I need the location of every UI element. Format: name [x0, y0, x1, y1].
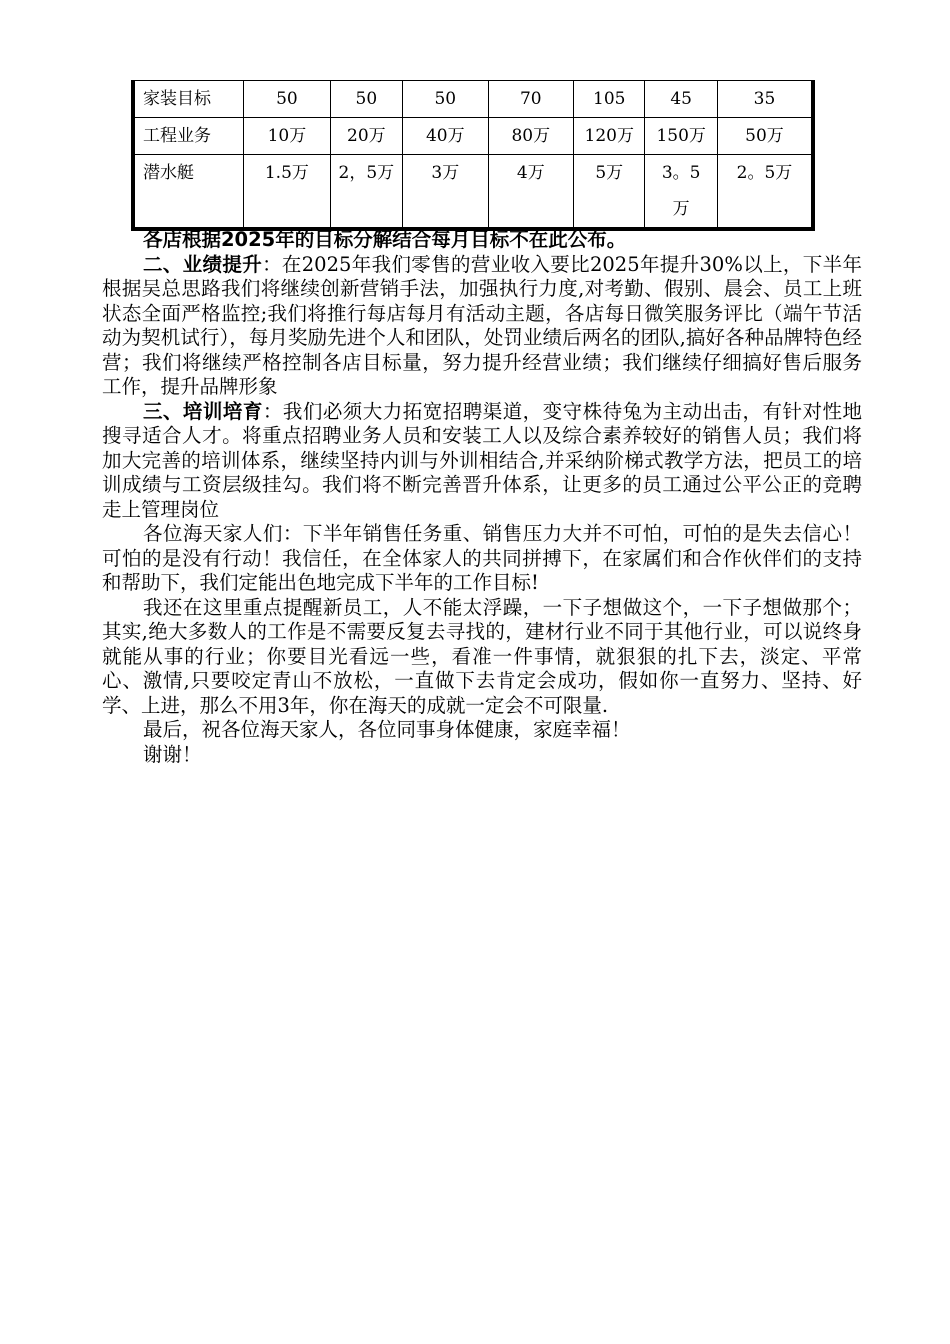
row-label: 家装目标	[133, 81, 244, 118]
table-cell: 3万	[403, 155, 489, 230]
table-cell: 80万	[488, 118, 574, 155]
table-cell: 70	[488, 81, 574, 118]
targets-table	[131, 80, 815, 231]
paragraph-text: ：我们必须大力拓宽招聘渠道，变守株待兔为主动出击，有针对性地搜寻适合人才。将重点招聘业务人员和安装工人以及综合素养较好的销售人员；我们将加大完善的培训体系，继续坚持内训与外训相结合,并采纳阶梯式教学方法，把员工的培训成绩与工资层级挂勾。我们将不断完善晋升体系，让更多的员工通过公平公正的竞聘走上管理岗位	[102, 399, 862, 521]
table-cell: 105	[574, 81, 645, 118]
section-heading: 二、业绩提升	[142, 252, 263, 276]
table-cell: 35	[717, 81, 813, 118]
document-body	[102, 228, 862, 767]
family-paragraph: 各位海天家人们：下半年销售任务重、销售压力大并不可怕，可怕的是失去信心！可怕的是没有行动！我信任，在全体家人的共同拼搏下，在家属们和合作伙伴们的支持和帮助下，我们定能出色地完成下半年的工作目标!	[102, 522, 862, 594]
thanks-paragraph: 谢谢！	[142, 742, 202, 766]
target-note-paragraph: 各店根据2025年的目标分解结合每月目标不在此公布。	[142, 228, 627, 251]
table-cell: 120万	[574, 118, 645, 155]
table-cell: 50	[244, 81, 331, 118]
table-cell: 50	[330, 81, 402, 118]
table-cell: 50万	[717, 118, 813, 155]
table-cell: 2。5万	[717, 155, 813, 230]
new-staff-paragraph: 我还在这里重点提醒新员工，人不能太浮躁，一下子想做这个，一下子想做那个；其实,绝大多数人的工作是不需要反复去寻找的，建材行业不同于其他行业，可以说终身就能从事的行业；你要目光看远一些，看准一件事情，就狠狠的扎下去，淡定、平常心、激情,只要咬定青山不放松，一直做下去肯定会成功，假如你一直努力、坚持、好学、上进，那么不用3年，你在海天的成就一定会不可限量.	[102, 595, 862, 717]
table-cell: 45	[645, 81, 717, 118]
table-cell: 20万	[330, 118, 402, 155]
row-label: 潜水艇	[133, 155, 244, 230]
table-cell: 5万	[574, 155, 645, 230]
performance-paragraph	[102, 253, 862, 400]
table-cell: 2，5万	[330, 155, 402, 230]
closing-paragraph: 最后，祝各位海天家人，各位同事身体健康，家庭幸福！	[142, 718, 631, 741]
table-cell: 1.5万	[244, 155, 331, 230]
row-label: 工程业务	[133, 118, 244, 155]
targets-table-wrapper	[131, 80, 815, 231]
table-cell: 10万	[244, 118, 331, 155]
table-cell: 40万	[403, 118, 489, 155]
table-cell: 50	[403, 81, 489, 118]
table-row	[133, 155, 813, 230]
table-cell: 4万	[488, 155, 574, 230]
table-row	[133, 118, 813, 155]
table-cell	[645, 155, 717, 230]
paragraph-text: ：在2025年我们零售的营业收入要比2025年提升30%以上，下半年根据吴总思路我们将继续创新营销手法，加强执行力度,对考勤、假别、晨会、员工上班状态全面严格监控;我们将推行每店每月有活动主题，各店每日微笑服务评比（端午节活动为契机试行），每月奖励先进个人和团队，处罚业绩后两名的团队,搞好各种品牌特色经营；我们将继续严格控制各店目标量，努力提升经营业绩；我们继续仔细搞好售后服务工作，提升品牌形象	[102, 252, 862, 398]
training-paragraph	[102, 400, 862, 523]
wrapped-cell-text: 3。5万	[661, 163, 701, 219]
table-cell: 150万	[645, 118, 717, 155]
table-row	[133, 81, 813, 118]
section-heading: 三、培训培育	[142, 399, 263, 423]
